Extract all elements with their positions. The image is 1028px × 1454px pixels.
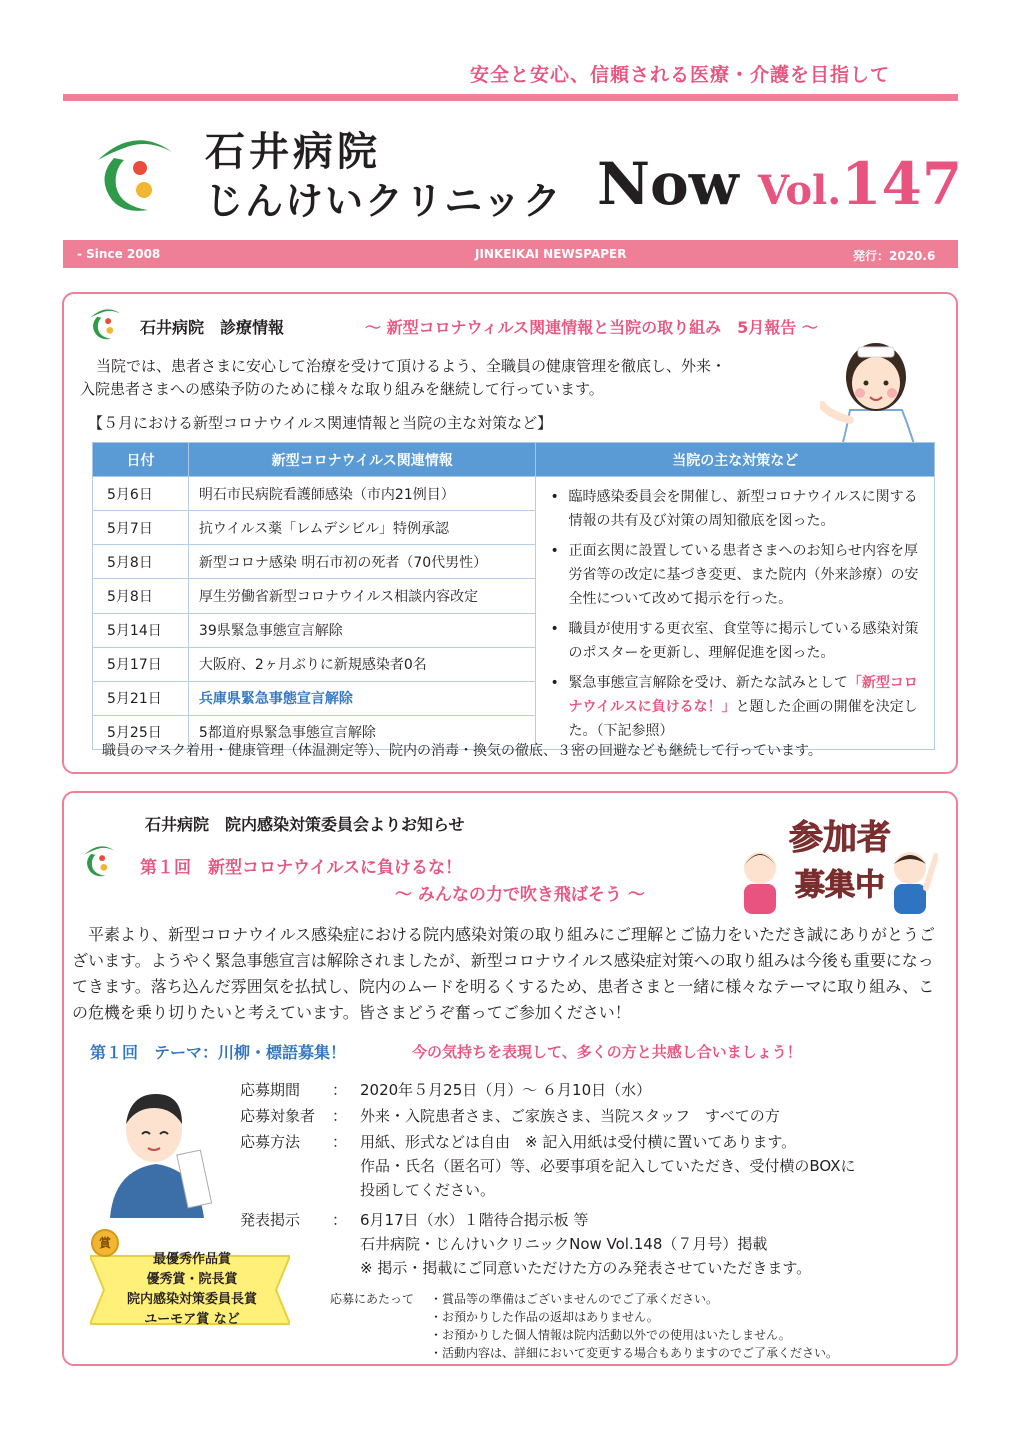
column-header-measures: 当院の主な対策など — [536, 443, 935, 477]
period-label: 応募期間 — [240, 1081, 301, 1099]
award-item: 優秀賞・院長賞 — [146, 1272, 238, 1287]
event-subtitle: ～ みんなの力で吹き飛ばそう ～ — [395, 885, 645, 905]
badge-line2: 募集中 — [795, 868, 885, 903]
section1-subheading: ～ 新型コロナウィルス関連情報と当院の取り組み 5月報告 ～ — [365, 318, 818, 337]
issued-date: 発行：2020.6 — [853, 249, 936, 263]
newspaper-label: JINKEIKAI NEWSPAPER — [475, 247, 627, 261]
top-rule — [63, 94, 958, 101]
award-item: 最優秀作品賞 — [152, 1252, 231, 1267]
participants-wanted-badge — [738, 808, 938, 918]
table-header-row — [93, 443, 935, 477]
row-info: 5都道府県緊急事態宣言解除 — [188, 715, 536, 749]
header-band — [63, 240, 958, 268]
covid-info-table — [92, 442, 935, 750]
section1-heading: 石井病院 診療情報 — [140, 318, 285, 337]
row-date: 5月14日 — [93, 613, 189, 647]
hospital-logo — [90, 130, 180, 215]
notes-list — [430, 1290, 950, 1362]
note-item: ・ 活動内容は、詳細において変更する場合もありますのでご了承ください。 — [430, 1344, 950, 1362]
row-date: 5月7日 — [93, 511, 189, 545]
announce-label: 発表掲示 — [240, 1211, 301, 1229]
table-caption: 【５月における新型コロナウイルス関連情報と当院の主な対策など】 — [88, 414, 553, 432]
notes-label: 応募にあたって — [330, 1292, 415, 1306]
row-info: 大阪府、2ヶ月ぶりに新規感染者0名 — [188, 647, 536, 681]
method-value-line3: 投函してください。 — [360, 1181, 496, 1199]
title-hospital: 石井病院 — [205, 128, 381, 175]
note-item: ・ 賞品等の準備はございませんのでご了承ください。 — [430, 1290, 950, 1308]
column-header-date: 日付 — [93, 443, 189, 477]
row-date: 5月21日 — [93, 681, 189, 715]
section1-footer: 職員のマスク着用・健康管理（体温測定等）、院内の消毒・換気の徹底、３密の回避なども継続して行っています。 — [102, 743, 822, 759]
measures-list — [544, 485, 926, 743]
method-value-line1: 用紙、形式などは自由 ※ 記入用紙は受付横に置いてあります。 — [360, 1133, 797, 1151]
table-row — [93, 477, 935, 511]
section1-intro-line1: 当院では、患者さまに安心して治療を受けて頂けるよう、全職員の健康管理を徹底し、外来・ — [96, 357, 727, 375]
measure-item — [544, 671, 926, 743]
row-date: 5月6日 — [93, 477, 189, 511]
volume-number — [758, 150, 962, 218]
row-date: 5月8日 — [93, 545, 189, 579]
note-item: ・ お預かりした作品の返却はありません。 — [430, 1308, 950, 1326]
volume-prefix: Vol. — [758, 167, 842, 214]
row-info: 39県緊急事態宣言解除 — [188, 613, 536, 647]
method-value-line2: 作品・氏名（匿名可）等、必要事項を記入していただき、受付横のBOXに — [360, 1157, 856, 1175]
announce-colon: ： — [332, 1211, 348, 1229]
measures-cell — [536, 477, 935, 750]
section-logo-icon — [80, 842, 120, 878]
note-item: ・ お預かりした個人情報は院内活動以外での使用はいたしません。 — [430, 1326, 950, 1344]
section2-paragraph: 平素より、新型コロナウイルス感染症における院内感染対策の取り組みにご理解とご協力をいただき誠にありがとうございます。ようやく緊急事態宣言は解除されましたが、新型コロナウイルス感染症対策への取り組みは今後も重要になってきます。落ち込んだ雰囲気を払拭し、院内のムードを明るくするため、患者さまと一緒に様々なテーマに取り組み、この危機を乗り切りたいと考えています。皆さまどうぞ奮ってご参加ください！ — [72, 925, 936, 1022]
section2-heading: 石井病院 院内感染対策委員会よりお知らせ — [145, 815, 465, 834]
award-item: 院内感染対策委員長賞 — [126, 1292, 257, 1307]
measure-item: • 職員が使用する更衣室、食堂等に掲示している感染対策のポスターを更新し、理解促進を図った。 — [544, 617, 926, 665]
announce-value-line2: 石井病院・じんけいクリニックNow Vol.148（７月号）掲載 — [360, 1235, 768, 1253]
method-colon: ： — [332, 1133, 348, 1151]
title-clinic: じんけいクリニック — [205, 178, 563, 223]
since-label: - Since 2008 — [77, 247, 161, 261]
tagline: 安全と安心、信頼される医療・介護を目指して — [470, 64, 891, 86]
theme-text: 今の気持ちを表現して、多くの方と共感し合いましょう！ — [412, 1043, 802, 1061]
period-value: 2020年５月25日（月）～ ６月10日（水） — [360, 1081, 652, 1099]
row-info: 新型コロナ感染 明石市初の死者（70代男性） — [188, 545, 536, 579]
theme-label: 第１回 テーマ：川柳・標語募集！ — [90, 1043, 347, 1062]
calligrapher-illustration-icon — [100, 1078, 220, 1218]
column-header-info: 新型コロナウイルス関連情報 — [188, 443, 536, 477]
announce-value-line1: 6月17日（水）１階待合掲示板 等 — [360, 1211, 589, 1229]
title-now: Now — [597, 150, 739, 218]
row-info: 明石市民病院看護師感染（市内21例目） — [188, 477, 536, 511]
target-label: 応募対象者 — [240, 1107, 316, 1125]
badge-line1: 参加者 — [789, 818, 891, 858]
award-seal-text: 賞 — [98, 1236, 111, 1250]
row-info: 抗ウイルス薬「レムデシビル」特例承認 — [188, 511, 536, 545]
method-label: 応募方法 — [240, 1133, 301, 1151]
section1-intro-line2: 入院患者さまへの感染予防のために様々な取り組みを継続して行っています。 — [80, 380, 604, 398]
row-date: 5月25日 — [93, 715, 189, 749]
measure-text: と題した企画の開催を決定した。（下記参照） — [568, 699, 918, 739]
target-value: 外来・入院患者さま、ご家族さま、当院スタッフ すべての方 — [360, 1107, 780, 1125]
measure-item: • 正面玄関に設置している患者さまへのお知らせ内容を厚労省等の改定に基づき変更、また院内（外来診療）の安全性について改めて掲示を行った。 — [544, 539, 926, 611]
announce-value-line3: ※ 掲示・掲載にご同意いただけた方のみ発表させていただきます。 — [360, 1259, 812, 1277]
measure-highlight: 「新型コロナウイルスに負けるな！」 — [568, 675, 918, 715]
award-item: ユーモア賞 など — [144, 1312, 240, 1327]
row-date: 5月17日 — [93, 647, 189, 681]
target-colon: ： — [332, 1107, 348, 1125]
event-title: 第１回 新型コロナウイルスに負けるな！ — [140, 858, 462, 878]
row-info: 厚生労働省新型コロナウイルス相談内容改定 — [188, 579, 536, 613]
volume-value: 147 — [841, 150, 963, 218]
period-colon: ： — [332, 1081, 348, 1099]
row-info-highlight: 兵庫県緊急事態宣言解除 — [188, 681, 536, 715]
section-logo-icon — [86, 305, 126, 341]
row-date: 5月8日 — [93, 579, 189, 613]
measure-text: 緊急事態宣言解除を受け、新たな試みとして — [568, 675, 848, 691]
award-list — [112, 1250, 272, 1330]
measure-item: • 臨時感染委員会を開催し、新型コロナウイルスに関する情報の共有及び対策の周知徹底を図った。 — [544, 485, 926, 533]
